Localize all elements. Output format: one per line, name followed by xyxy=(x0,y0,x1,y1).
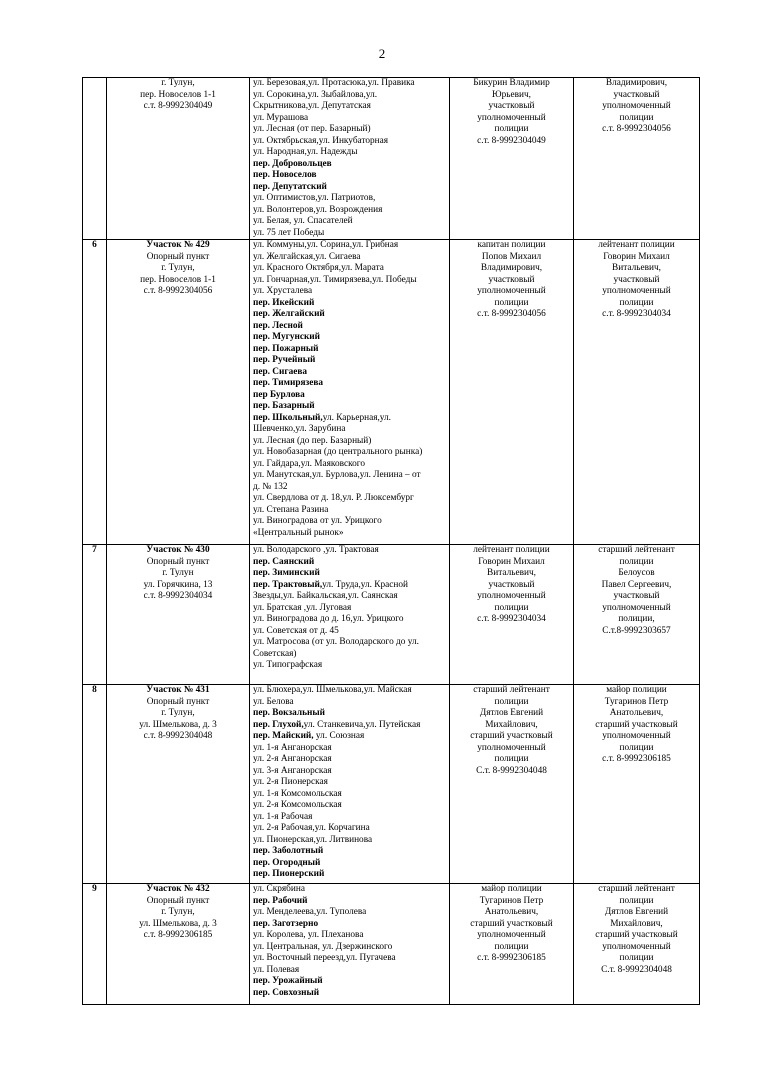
officer-cell-line: Владимирович, xyxy=(480,263,543,273)
street-text: ул. Королева, ул. Плеханова xyxy=(253,930,364,940)
street-line xyxy=(253,170,446,182)
street-text: д. № 132 xyxy=(253,481,288,492)
street-text: ул. 1-я Рабочая xyxy=(253,811,313,822)
street-bold-text: пер. Лесной xyxy=(253,320,303,331)
street-bold-text: пер Бурлова xyxy=(253,389,305,400)
officer-cell-line: Михайлович, xyxy=(485,719,538,730)
officer-cell-line: лейтенант полиции xyxy=(473,545,550,555)
officer-cell-line: Юрьевич, xyxy=(492,89,531,100)
street-bold-text: пер. Саянский xyxy=(253,556,315,567)
officer-cell-line: участковый xyxy=(488,274,535,285)
district-cell-line: с.т. 8-9992304056 xyxy=(143,286,213,296)
street-text: ул. Володарского ,ул. Трактовая xyxy=(253,545,379,555)
street-line xyxy=(253,930,446,942)
street-bold-text: пер. Тимирязева xyxy=(253,378,324,388)
streets-cell xyxy=(250,545,450,685)
officer-cell-line: капитан полиции xyxy=(477,240,546,250)
officer-cell-line: Говорин Михаил xyxy=(478,556,545,567)
street-text: ул. Карьерная,ул. xyxy=(322,412,392,423)
street-line xyxy=(253,286,446,298)
substitute-cell-line: полиции xyxy=(619,112,654,123)
street-line xyxy=(253,777,446,789)
street-line xyxy=(253,907,446,919)
street-text: ул. Братская ,ул. Луговая xyxy=(253,602,352,613)
street-bold-text: пер. Мугунский xyxy=(253,332,321,342)
street-line xyxy=(253,240,446,252)
street-text: ул. Типографская xyxy=(253,660,323,670)
substitute-cell-line: полиции xyxy=(619,556,654,567)
street-bold-text: пер. Урожайный xyxy=(253,976,323,986)
street-line xyxy=(253,708,446,720)
officer-cell xyxy=(450,78,574,240)
substitute-cell-line: Михайлович, xyxy=(610,918,663,929)
street-line xyxy=(253,846,446,858)
street-line xyxy=(253,136,446,148)
district-cell-line: Опорный пункт xyxy=(146,251,210,262)
officer-cell xyxy=(450,884,574,1005)
officer-cell-line: с.т. 8-9992304034 xyxy=(477,614,546,624)
district-cell-line: г. Тулун, xyxy=(161,263,195,273)
street-line xyxy=(253,800,446,812)
street-line xyxy=(253,516,446,528)
district-officers-table xyxy=(82,77,700,1005)
street-text: ул. Степана Разина xyxy=(253,504,329,515)
street-line xyxy=(253,637,446,649)
street-line xyxy=(253,823,446,835)
street-line xyxy=(253,720,446,732)
street-line xyxy=(253,367,446,379)
street-text: ул. Сорокина,ул. Зыбайлова,ул. xyxy=(253,89,378,100)
substitute-cell-line: Павел Сергеевич, xyxy=(601,579,672,590)
substitute-cell-line: старший лейтенант xyxy=(598,884,675,894)
street-line xyxy=(253,591,446,603)
street-bold-text: пер. Сигаева xyxy=(253,366,308,377)
substitute-cell-line: полиции xyxy=(619,895,654,906)
street-line xyxy=(253,101,446,113)
street-text: ул. 3-я Анганорская xyxy=(253,765,332,776)
district-cell-line: г. Тулун, xyxy=(161,78,195,88)
street-line xyxy=(253,557,446,569)
substitute-cell-line: участковый xyxy=(613,591,660,601)
table-row xyxy=(83,240,700,545)
street-text: ул. Матросова (от ул. Володарского до ул. xyxy=(253,637,419,647)
street-line xyxy=(253,182,446,194)
district-cell-line: Участок № 429 xyxy=(146,240,210,250)
street-line xyxy=(253,228,446,240)
street-line xyxy=(253,447,446,459)
street-line xyxy=(253,953,446,965)
district-cell xyxy=(107,78,250,240)
streets-cell xyxy=(250,78,450,240)
street-line xyxy=(253,401,446,413)
row-number: 6 xyxy=(83,240,107,545)
officer-cell-line: старший лейтенант xyxy=(473,685,550,695)
street-line xyxy=(253,263,446,275)
street-line xyxy=(253,812,446,824)
table-row xyxy=(83,884,700,1005)
street-line xyxy=(253,275,446,287)
street-line xyxy=(253,942,446,954)
row-number: 9 xyxy=(83,884,107,1005)
substitute-cell-line: с.т. 8-9992306185 xyxy=(602,754,671,764)
substitute-cell-line: Анатольевич, xyxy=(609,708,664,718)
street-text: ул. Хрусталева xyxy=(253,286,313,296)
substitute-cell-line: Говорин Михаил xyxy=(603,251,670,262)
officer-cell xyxy=(450,545,574,685)
page-number: 2 xyxy=(378,46,386,61)
officer-cell-line: уполномоченный xyxy=(477,286,546,296)
district-cell-line: с.т. 8-9992304034 xyxy=(143,591,213,601)
district-cell-line: г. Тулун xyxy=(162,568,194,578)
officer-cell-line: Анатольевич, xyxy=(484,907,539,917)
substitute-cell-line: уполномоченный xyxy=(602,941,671,952)
street-text: ул. Труда,ул. Красной xyxy=(322,579,409,590)
street-text: ул. Лесная (от пер. Базарный) xyxy=(253,124,371,134)
street-line xyxy=(253,743,446,755)
street-bold-text: пер. Добровольцев xyxy=(253,158,332,169)
substitute-cell xyxy=(574,545,700,685)
substitute-cell xyxy=(574,240,700,545)
street-line xyxy=(253,754,446,766)
street-text: ул. Мурашова xyxy=(253,112,309,123)
officer-cell-line: уполномоченный xyxy=(477,591,546,601)
officer-cell-line: Бикурин Владимир xyxy=(473,78,550,88)
street-line xyxy=(253,766,446,778)
street-text: ул. 2-я Рабочая,ул. Корчагина xyxy=(253,823,370,833)
district-cell-line: ул. Шмелькова, д. 3 xyxy=(139,918,217,929)
substitute-cell-line: участковый xyxy=(613,89,660,100)
officer-cell-line: полиции xyxy=(494,297,529,308)
substitute-cell-line: участковый xyxy=(613,274,660,285)
street-text: ул. Восточный переезд,ул. Пугачева xyxy=(253,953,396,963)
substitute-cell-line: старший участковый xyxy=(595,930,678,940)
officer-cell-line: Тугаринов Петр xyxy=(479,895,544,906)
street-text: ул. Пионерская,ул. Литвинова xyxy=(253,834,373,845)
officer-cell xyxy=(450,240,574,545)
substitute-cell-line: старший лейтенант xyxy=(598,545,675,555)
street-line xyxy=(253,470,446,482)
substitute-cell-line: уполномоченный xyxy=(602,101,671,111)
street-bold-text: пер. Икейский xyxy=(253,297,315,308)
row-number xyxy=(83,78,107,240)
street-bold-text: пер. Заболотный xyxy=(253,846,324,856)
street-line xyxy=(253,649,446,661)
officer-cell-line: Попов Михаил xyxy=(481,251,542,262)
street-bold-text: пер. Вокзальный xyxy=(253,708,325,718)
street-line xyxy=(253,459,446,471)
district-cell-line: с.т. 8-9992306185 xyxy=(143,930,213,940)
officer-cell-line: участковый xyxy=(488,101,535,111)
street-text: Шевченко,ул. Зарубина xyxy=(253,424,346,434)
street-text: ул. Свердлова от д. 18,ул. Р. Люксембург xyxy=(253,493,414,503)
street-line xyxy=(253,545,446,557)
district-cell-line: пер. Новоселов 1-1 xyxy=(140,274,216,285)
street-line xyxy=(253,332,446,344)
officer-cell xyxy=(450,685,574,884)
streets-cell xyxy=(250,240,450,545)
substitute-cell-line: лейтенант полиции xyxy=(598,240,675,250)
officer-cell-line: с.т. 8-9992306185 xyxy=(477,953,546,963)
district-cell-line: с.т. 8-9992304049 xyxy=(143,101,213,111)
row-number: 7 xyxy=(83,545,107,685)
street-bold-text: пер. Школьный, xyxy=(253,412,323,423)
district-cell-line: пер. Новоселов 1-1 xyxy=(140,89,216,100)
street-text: ул. Народная,ул. Надежды xyxy=(253,147,358,157)
street-line xyxy=(253,113,446,125)
street-line xyxy=(253,858,446,870)
street-bold-text: пер. Совхозный xyxy=(253,987,320,998)
street-line xyxy=(253,205,446,217)
street-text: ул. Виноградова до д. 16,ул. Урицкого xyxy=(253,614,404,624)
street-bold-text: пер. Базарный xyxy=(253,401,315,411)
table-row xyxy=(83,545,700,685)
street-line xyxy=(253,390,446,402)
substitute-cell-line: с.т. 8-9992304034 xyxy=(602,309,671,319)
district-cell-line: г. Тулун, xyxy=(161,708,195,718)
district-cell xyxy=(107,545,250,685)
street-line xyxy=(253,252,446,264)
street-text: ул. Белая, ул. Спасателей xyxy=(253,216,353,226)
street-bold-text: пер. Желгайский xyxy=(253,309,325,319)
street-line xyxy=(253,124,446,136)
street-text: ул. Советская от д. 45 xyxy=(253,625,339,636)
officer-cell-line: полиции xyxy=(494,602,529,613)
street-bold-text: пер. Зиминский xyxy=(253,568,320,578)
officer-cell-line: с.т. 8-9992304049 xyxy=(477,135,546,146)
street-text: Звезды,ул. Байкальская,ул. Саянская xyxy=(253,591,398,601)
district-cell-line: Участок № 431 xyxy=(146,685,210,695)
street-line xyxy=(253,626,446,638)
street-text: ул. 2-я Анганорская xyxy=(253,754,332,764)
street-line xyxy=(253,159,446,171)
street-bold-text: пер. Рабочий xyxy=(253,895,308,906)
street-text: ул. Белова xyxy=(253,696,294,707)
street-text: ул. Скрябина xyxy=(253,884,305,894)
substitute-cell-line: полиции, xyxy=(618,614,655,624)
street-bold-text: пер. Ручейный xyxy=(253,355,316,365)
district-cell-line: Опорный пункт xyxy=(146,556,210,567)
officer-cell-line: старший участковый xyxy=(470,918,553,929)
street-line xyxy=(253,568,446,580)
street-line xyxy=(253,298,446,310)
street-line xyxy=(253,216,446,228)
street-line xyxy=(253,919,446,931)
substitute-cell-line: С.т. 8-9992304048 xyxy=(601,964,672,975)
officer-cell-line: с.т. 8-9992304056 xyxy=(477,309,546,319)
street-line xyxy=(253,697,446,709)
substitute-cell xyxy=(574,685,700,884)
street-text: ул. 75 лет Победы xyxy=(253,227,325,238)
street-bold-text: пер. Майский, xyxy=(253,731,314,741)
officer-cell-line: старший участковый xyxy=(470,731,553,741)
street-line xyxy=(253,493,446,505)
street-line xyxy=(253,965,446,977)
substitute-cell-line: Владимирович, xyxy=(605,78,668,88)
officer-cell-line: уполномоченный xyxy=(477,742,546,753)
street-bold-text: пер. Пожарный xyxy=(253,343,319,354)
street-line xyxy=(253,884,446,896)
officer-cell-line: Витальевич, xyxy=(487,568,536,578)
street-line xyxy=(253,896,446,908)
street-line xyxy=(253,482,446,494)
substitute-cell-line: Дятлов Евгений xyxy=(604,907,669,917)
street-bold-text: пер. Заготзерно xyxy=(253,918,319,929)
street-line xyxy=(253,505,446,517)
street-text: Скрытникова,ул. Депутатская xyxy=(253,101,371,111)
streets-cell xyxy=(250,685,450,884)
district-cell xyxy=(107,240,250,545)
substitute-cell-line: Тугаринов Петр xyxy=(604,696,669,707)
street-line xyxy=(253,869,446,881)
street-line xyxy=(253,193,446,205)
district-cell-line: Участок № 432 xyxy=(146,884,210,894)
row-number: 8 xyxy=(83,685,107,884)
district-cell-line: Участок № 430 xyxy=(146,545,210,555)
substitute-cell-line: полиции xyxy=(619,297,654,308)
street-text: ул. Виноградова от ул. Урицкого xyxy=(253,516,382,526)
table-body xyxy=(83,78,700,1005)
substitute-cell-line: уполномоченный xyxy=(602,731,671,741)
street-text: ул. Лесная (до пер. Базарный) xyxy=(253,435,372,446)
substitute-cell-line: с.т. 8-9992304056 xyxy=(602,124,671,134)
street-text: ул. Октябрьская,ул. Инкубаторная xyxy=(253,135,389,146)
street-line xyxy=(253,731,446,743)
street-line xyxy=(253,309,446,321)
substitute-cell xyxy=(574,884,700,1005)
street-text: ул. Блюхера,ул. Шмелькова,ул. Майская xyxy=(253,685,412,695)
officer-cell-line: С.т. 8-9992304048 xyxy=(476,765,547,776)
street-line xyxy=(253,378,446,390)
officer-cell-line: полиции xyxy=(494,754,529,764)
street-text: ул. Центральная, ул. Дзержинского xyxy=(253,941,393,952)
street-bold-text: пер. Огородный xyxy=(253,857,321,868)
street-text: ул. Коммуны,ул. Сорина,ул. Грибная xyxy=(253,240,399,250)
district-cell-line: г. Тулун, xyxy=(161,907,195,917)
street-bold-text: пер. Пионерский xyxy=(253,869,325,879)
street-text: ул. Березовая,ул. Протасюка,ул. Правика xyxy=(253,78,415,88)
street-line xyxy=(253,988,446,1000)
street-line xyxy=(253,614,446,626)
substitute-cell-line: майор полиции xyxy=(606,685,667,695)
district-cell xyxy=(107,685,250,884)
street-line xyxy=(253,528,446,540)
officer-cell-line: Дятлов Евгений xyxy=(479,708,544,718)
officer-cell-line: полиции xyxy=(494,941,529,952)
street-text: ул. Станкевича,ул. Путейская xyxy=(303,719,421,730)
district-cell-line: Опорный пункт xyxy=(146,895,210,906)
street-bold-text: пер. Депутатский xyxy=(253,181,327,192)
district-cell-line: ул. Горячкина, 13 xyxy=(143,579,213,590)
substitute-cell-line: полиции xyxy=(619,742,654,753)
street-line xyxy=(253,685,446,697)
street-text: ул. Новобазарная (до центрального рынка) xyxy=(253,447,423,457)
substitute-cell-line: старший участковый xyxy=(595,719,678,730)
street-bold-text: пер. Глухой, xyxy=(253,719,304,730)
officer-cell-line: участковый xyxy=(488,579,535,590)
street-line xyxy=(253,789,446,801)
substitute-cell-line: уполномоченный xyxy=(602,602,671,613)
district-cell-line: Опорный пункт xyxy=(146,696,210,707)
street-line xyxy=(253,90,446,102)
street-line xyxy=(253,355,446,367)
substitute-cell-line: полиции xyxy=(619,953,654,963)
street-text: ул. Гайдара,ул. Маяковского xyxy=(253,458,366,469)
officer-cell-line: майор полиции xyxy=(481,884,542,894)
street-text: ул. Союзная xyxy=(313,731,365,741)
street-line xyxy=(253,78,446,90)
street-line xyxy=(253,835,446,847)
substitute-cell-line: Витальевич, xyxy=(612,263,661,273)
street-text: ул. Волонтеров,ул. Возрождения xyxy=(253,204,383,215)
street-line xyxy=(253,660,446,672)
street-line xyxy=(253,344,446,356)
officer-cell-line: уполномоченный xyxy=(477,112,546,123)
streets-cell xyxy=(250,884,450,1005)
street-line xyxy=(253,424,446,436)
officer-cell-line: полиции xyxy=(494,696,529,707)
street-text: ул. Желгайская,ул. Сигаева xyxy=(253,251,361,262)
district-cell xyxy=(107,884,250,1005)
substitute-cell-line: С.т.8-9992303657 xyxy=(602,625,671,636)
street-text: ул. Менделеева,ул. Туполева xyxy=(253,907,367,917)
street-line xyxy=(253,321,446,333)
street-text: ул. Полевая xyxy=(253,964,300,975)
street-text: ул. Оптимистов,ул. Патриотов, xyxy=(253,193,376,203)
district-cell-line: с.т. 8-9992304048 xyxy=(143,731,213,741)
street-text: ул. 1-я Комсомольская xyxy=(253,788,342,799)
street-text: ул. 1-я Анганорская xyxy=(253,742,332,753)
street-text: ул. 2-я Пионерская xyxy=(253,777,328,787)
district-cell-line: ул. Шмелькова, д. 3 xyxy=(139,719,217,730)
street-text: ул. Гончарная,ул. Тимирязева,ул. Победы xyxy=(253,274,417,285)
street-text: ул. 2-я Комсомольская xyxy=(253,800,342,810)
street-text: «Центральный рынок» xyxy=(253,527,344,538)
street-bold-text: пер. Новоселов xyxy=(253,170,317,180)
officer-cell-line: уполномоченный xyxy=(477,930,546,940)
table-row xyxy=(83,78,700,240)
street-text: Советская) xyxy=(253,648,297,659)
officer-cell-line: полиции xyxy=(494,124,529,134)
table-row xyxy=(83,685,700,884)
street-line xyxy=(253,976,446,988)
street-bold-text: пер. Трактовый, xyxy=(253,579,323,590)
street-text: ул. Манутская,ул. Бурлова,ул. Ленина – от xyxy=(253,470,421,480)
street-text: ул. Красного Октября,ул. Марата xyxy=(253,263,384,273)
street-line xyxy=(253,436,446,448)
street-line xyxy=(253,603,446,615)
substitute-cell xyxy=(574,78,700,240)
street-line xyxy=(253,147,446,159)
substitute-cell-line: уполномоченный xyxy=(602,286,671,296)
substitute-cell-line: Белоусов xyxy=(618,568,655,578)
street-line xyxy=(253,413,446,425)
street-line xyxy=(253,580,446,592)
